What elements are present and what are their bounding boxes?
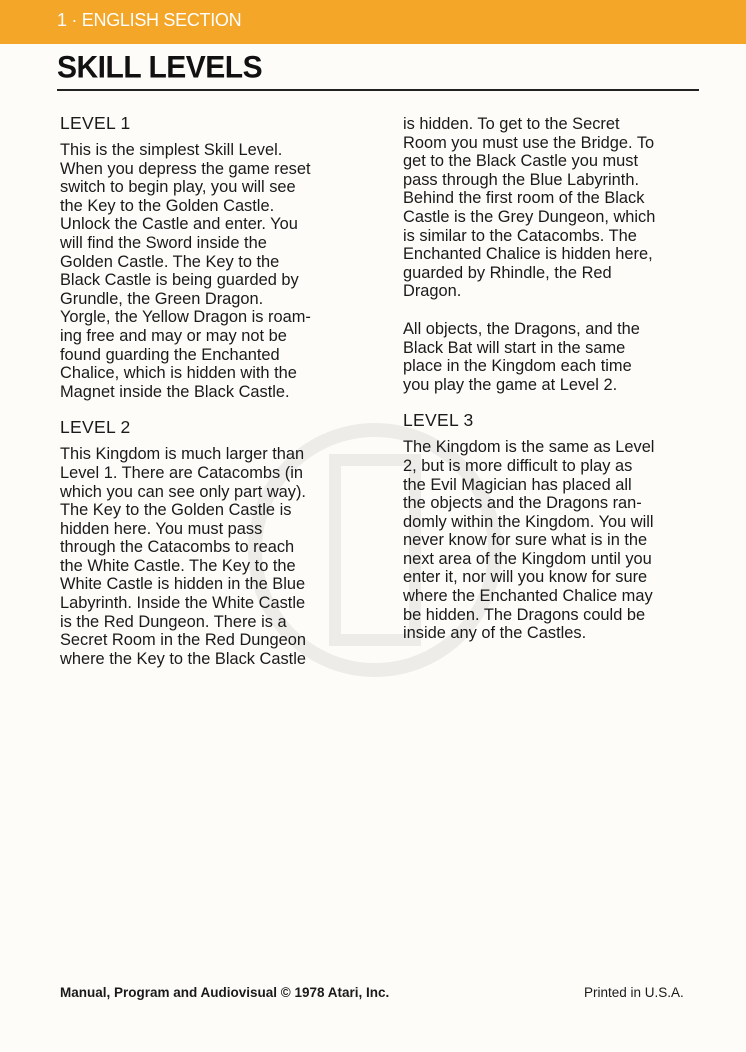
page-title: SKILL LEVELS xyxy=(57,50,263,85)
section-label: 1 · ENGLISH SECTION xyxy=(57,10,242,30)
copyright-notice: Manual, Program and Audiovisual © 1978 Atari, Inc. xyxy=(60,985,390,1000)
level-1-heading: LEVEL 1 xyxy=(60,113,131,133)
title-divider xyxy=(57,89,699,91)
level-2-text-part-1: This Kingdom is much larger than Level 1. There are Catacombs (in which you can see only part way). The Key to the Golden Castle is hidden here. You must pass through the Catacombs to reach the White Castle. The Key to the White Castle is hidden in the Blue Labyrinth. Inside the White Castle is the Red Dungeon. There is a Secret Room in the Red Dungeon where the Key to the Black Castle xyxy=(60,445,307,668)
level-2-heading: LEVEL 2 xyxy=(60,417,131,438)
level-2-text-part-2: is hidden. To get to the Secret Room you must use the Bridge. To get to the Black Castle you must pass through the Blue Labyrinth. Behind the first room of the Black Castle is the Grey Dungeon, which is similar to the Catacombs. The Enchanted Chalice is hidden here, guarded by Rhindle, the Red Dragon. xyxy=(403,115,656,301)
right-column xyxy=(403,115,701,643)
level-3-heading: LEVEL 3 xyxy=(403,410,474,431)
level-2-text-part-3: All objects, the Dragons, and the Black Bat will start in the same place in the Kingdom each time you play the game at Level 2. xyxy=(403,319,640,394)
printed-notice: Printed in U.S.A. xyxy=(584,985,684,1000)
section-header-bar xyxy=(0,0,746,44)
level-1-text: This is the simplest Skill Level. When you depress the game reset switch to begin play, you will see the Key to the Golden Castle. Unlock the Castle and enter. You will find the Sword inside the Golden Castle. The Key to the Black Castle is being guarded by Grundle, the Green Dragon. Yorgle, the Yellow Dragon is roam- ing free and may or may not be found guarding the Enchanted Chalice, which is hidden with the Magnet inside the Black Castle. xyxy=(60,141,311,401)
left-column xyxy=(60,113,360,668)
level-3-text: The Kingdom is the same as Level 2, but is more difficult to play as the Evil Magician has placed all the objects and the Dragons ran- domly within the Kingdom. You will never know for sure what is in the next area of the Kingdom until you enter it, nor will you know for sure where the Enchanted Chalice may be hidden. The Dragons could be inside any of the Castles. xyxy=(403,438,655,643)
